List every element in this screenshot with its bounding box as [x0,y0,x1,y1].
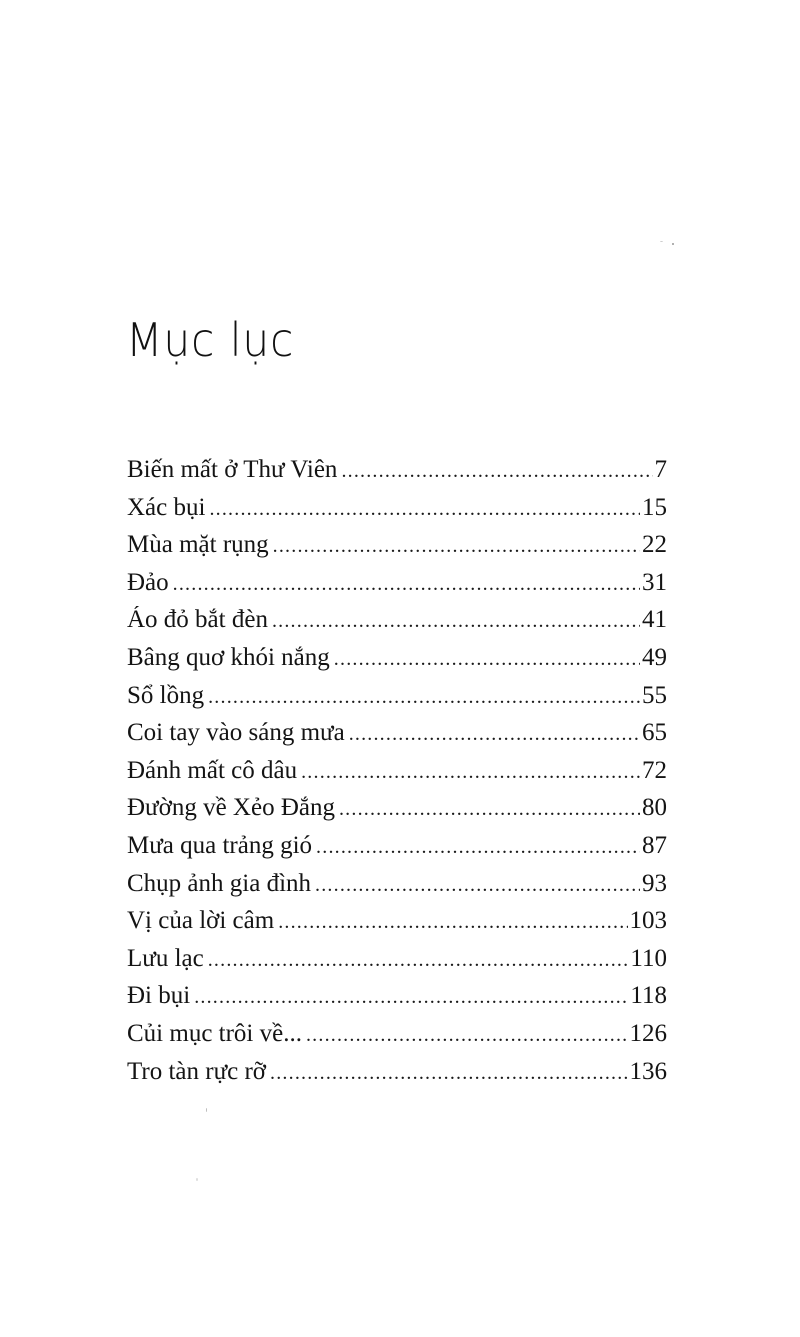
paper-speck [206,1108,207,1112]
toc-entry-page: 55 [642,681,667,709]
dot-leader [194,986,628,1009]
toc-entry-page: 7 [654,456,667,483]
toc-entry [127,945,667,983]
toc-entry-title: Coi tay vào sáng mưa [127,719,345,747]
toc-entry-page: 110 [630,944,667,972]
toc-entry-page: 118 [630,982,667,1010]
dot-leader [339,798,640,821]
toc-entry [127,794,667,832]
toc-entry [127,870,667,908]
paper-speck [196,1178,198,1181]
toc-entry [127,1020,667,1058]
toc-entry-page: 31 [642,568,667,596]
toc-entry-title: Vị của lời câm [127,907,275,935]
toc-entry-title: Đánh mất cô dâu [127,756,298,784]
toc-entry-page: 93 [642,869,667,897]
toc-entry-title: Mùa mặt rụng [127,531,269,559]
toc-entry [127,757,667,795]
toc-entry [127,1058,667,1096]
toc-entry-title: Mưa qua trảng gió [127,831,313,859]
table-of-contents [127,456,667,1095]
dot-leader [349,723,640,746]
toc-entry [127,644,667,682]
toc-entry [127,907,667,945]
toc-entry [127,569,667,607]
toc-entry-title: Biến mất ở Thư Viên [127,456,338,483]
toc-entry-page: 87 [642,831,667,859]
toc-entry-title: Đảo [127,568,169,596]
toc-entry-title: Bâng quơ khói nắng [127,643,330,671]
toc-entry-page: 136 [629,1057,667,1085]
toc-entry [127,719,667,757]
dot-leader [272,610,640,633]
dot-leader [315,874,640,897]
toc-entry-page: 126 [629,1019,667,1047]
toc-entry-title: Tro tàn rực rỡ [127,1057,267,1085]
dot-leader [316,836,640,859]
toc-entry [127,682,667,720]
dot-leader [278,911,627,934]
toc-entry-title: Sổ lồng [127,681,205,709]
paper-speck [672,243,674,245]
toc-entry-title: Củi mục trôi về... [127,1019,302,1047]
toc-entry-page: 22 [642,531,667,559]
toc-entry-title: Đường về Xẻo Đắng [127,794,335,822]
toc-entry [127,606,667,644]
dot-leader [273,535,640,558]
dot-leader [208,686,640,709]
dot-leader [270,1062,627,1085]
dot-leader [341,460,652,483]
dot-leader [306,1024,628,1047]
toc-entry-page: 65 [642,719,667,747]
toc-entry [127,982,667,1020]
toc-entry-page: 41 [642,606,667,634]
toc-entry [127,832,667,870]
dot-leader [301,761,640,784]
dot-leader [173,573,640,596]
toc-entry-page: 49 [642,643,667,671]
toc-entry-title: Đi bụi [127,982,191,1010]
toc-entry-page: 80 [642,794,667,822]
toc-entry-title: Áo đỏ bắt đèn [127,606,268,634]
toc-entry [127,456,667,494]
dot-leader [209,498,640,521]
toc-entry-page: 15 [642,493,667,521]
toc-entry-title: Xác bụi [127,493,206,521]
toc-entry-page: 103 [629,907,667,935]
toc-entry-page: 72 [642,756,667,784]
dot-leader [334,648,640,671]
dot-leader [208,949,629,972]
page-title: Mục lục [126,312,295,367]
paper-speck [660,241,663,242]
toc-entry [127,494,667,532]
toc-entry-title: Chụp ảnh gia đình [127,869,312,897]
toc-entry-title: Lưu lạc [127,944,204,972]
toc-entry [127,531,667,569]
